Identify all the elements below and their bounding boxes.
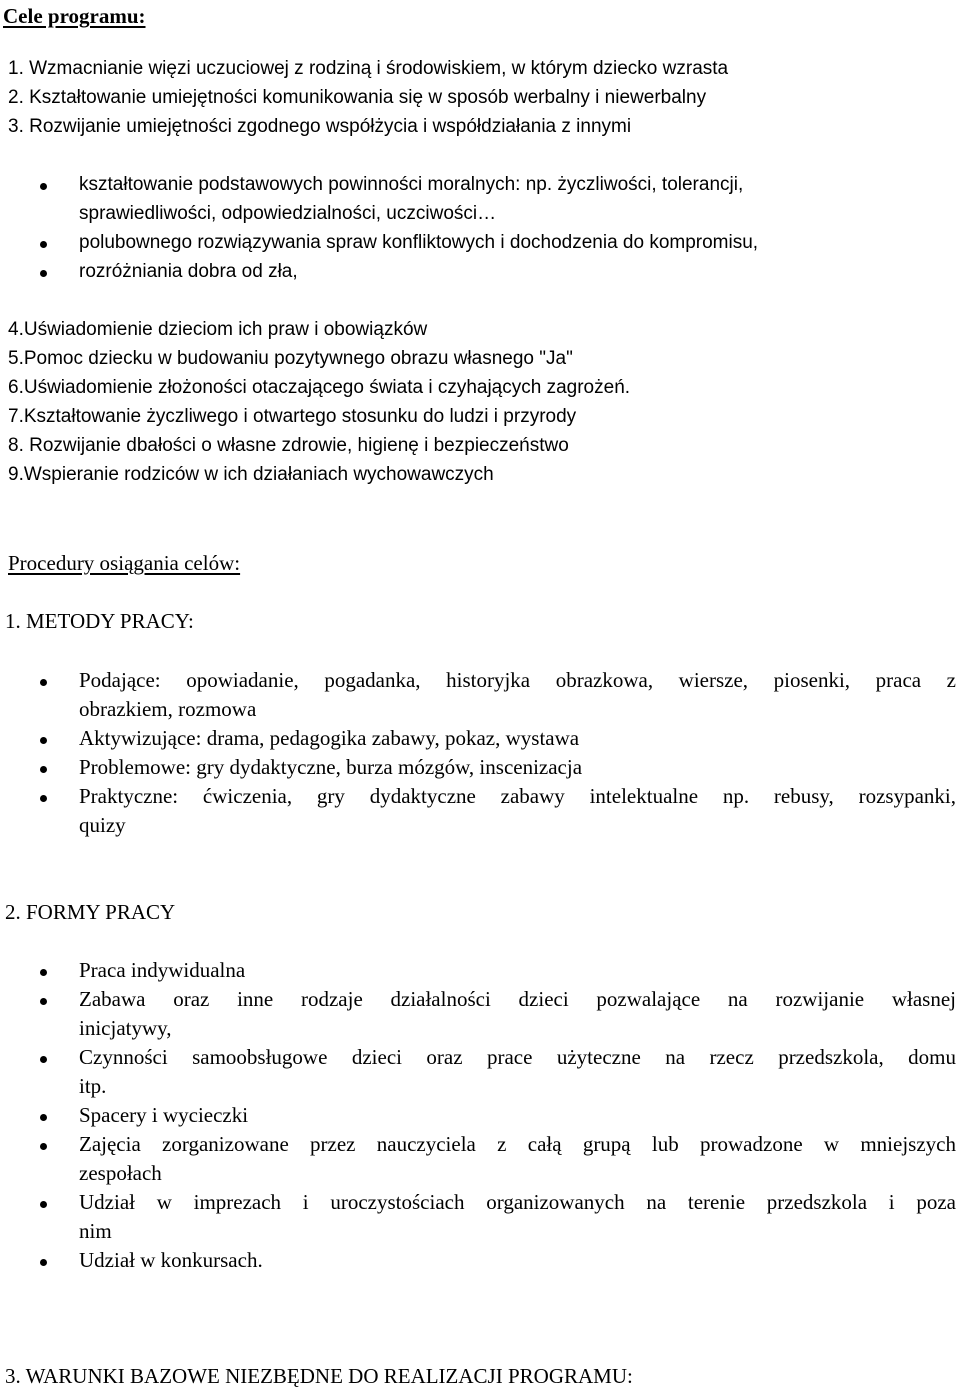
- procedury-title: Procedury osiągania celów:: [8, 551, 241, 575]
- metody-item-4-line2: quizy: [79, 813, 126, 837]
- goal-item-5: 5.Pomoc dziecku w budowaniu pozytywnego obrazu własnego "Ja": [8, 348, 573, 369]
- goal-item-1: 1. Wzmacnianie więzi uczuciowej z rodziną i środowiskiem, w którym dziecko wzrasta: [8, 58, 729, 79]
- formy-item-3-line2: itp.: [79, 1074, 107, 1098]
- bullet-icon: [40, 1114, 47, 1121]
- bullet-icon: [40, 737, 47, 744]
- cele-title: Cele programu:: [3, 4, 146, 28]
- metody-item-4-line1: Praktyczne: ćwiczenia, gry dydaktyczne zabawy intelektualne np. rebusy, rozsypanki,: [79, 784, 956, 808]
- goal-item-6: 6.Uświadomienie złożoności otaczającego świata i czyhających zagrożeń.: [8, 377, 631, 398]
- goal-item-3: 3. Rozwijanie umiejętności zgodnego współżycia i współdziałania z innymi: [8, 116, 632, 137]
- bullet-icon: [40, 270, 47, 277]
- bullet-icon: [40, 1259, 47, 1266]
- metody-item-1-line2: obrazkiem, rozmowa: [79, 697, 257, 721]
- bullet-icon: [40, 1056, 47, 1063]
- bullet-icon: [40, 183, 47, 190]
- formy-item-7: Udział w konkursach.: [79, 1248, 263, 1272]
- sub-item-2: polubownego rozwiązywania spraw konfliktowych i dochodzenia do kompromisu,: [79, 232, 759, 253]
- sub-item-1-line2: sprawiedliwości, odpowiedzialności, uczciwości…: [79, 203, 497, 224]
- goal-item-9: 9.Wspieranie rodziców w ich działaniach wychowawczych: [8, 464, 494, 485]
- sub-item-1-line1: kształtowanie podstawowych powinności moralnych: np. życzliwości, tolerancji,: [79, 174, 744, 195]
- goal-item-7: 7.Kształtowanie życzliwego i otwartego stosunku do ludzi i przyrody: [8, 406, 577, 427]
- metody-item-2: Aktywizujące: drama, pedagogika zabawy, pokaz, wystawa: [79, 726, 580, 750]
- goal-item-4: 4.Uświadomienie dzieciom ich praw i obowiązków: [8, 319, 428, 340]
- bullet-icon: [40, 1143, 47, 1150]
- sub-item-3: rozróżniania dobra od zła,: [79, 261, 298, 282]
- formy-item-6-line1: Udział w imprezach i uroczystościach organizowanych na terenie przedszkola i poza: [79, 1190, 956, 1214]
- formy-item-2-line1: Zabawa oraz inne rodzaje działalności dzieci pozwalające na rozwijanie własnej: [79, 987, 956, 1011]
- formy-item-5-line2: zespołach: [79, 1161, 162, 1185]
- formy-heading: 2. FORMY PRACY: [5, 900, 176, 924]
- warunki-heading: 3. WARUNKI BAZOWE NIEZBĘDNE DO REALIZACJI PROGRAMU:: [5, 1364, 633, 1388]
- bullet-icon: [40, 766, 47, 773]
- bullet-icon: [40, 1201, 47, 1208]
- goal-item-2: 2. Kształtowanie umiejętności komunikowania się w sposób werbalny i niewerbalny: [8, 87, 707, 108]
- formy-item-1: Praca indywidualna: [79, 958, 246, 982]
- bullet-icon: [40, 795, 47, 802]
- goal-item-8: 8. Rozwijanie dbałości o własne zdrowie, higienę i bezpieczeństwo: [8, 435, 569, 456]
- formy-item-3-line1: Czynności samoobsługowe dzieci oraz prace użyteczne na rzecz przedszkola, domu: [79, 1045, 956, 1069]
- formy-item-2-line2: inicjatywy,: [79, 1016, 172, 1040]
- formy-item-5-line1: Zajęcia zorganizowane przez nauczyciela z całą grupą lub prowadzone w mniejszych: [79, 1132, 956, 1156]
- metody-item-1-line1: Podające: opowiadanie, pogadanka, historyjka obrazkowa, wiersze, piosenki, praca z: [79, 668, 956, 692]
- metody-heading: 1. METODY PRACY:: [5, 609, 194, 633]
- formy-item-6-line2: nim: [79, 1219, 112, 1243]
- formy-item-4: Spacery i wycieczki: [79, 1103, 249, 1127]
- bullet-icon: [40, 241, 47, 248]
- bullet-icon: [40, 998, 47, 1005]
- bullet-icon: [40, 969, 47, 976]
- bullet-icon: [40, 679, 47, 686]
- metody-item-3: Problemowe: gry dydaktyczne, burza mózgów, inscenizacja: [79, 755, 583, 779]
